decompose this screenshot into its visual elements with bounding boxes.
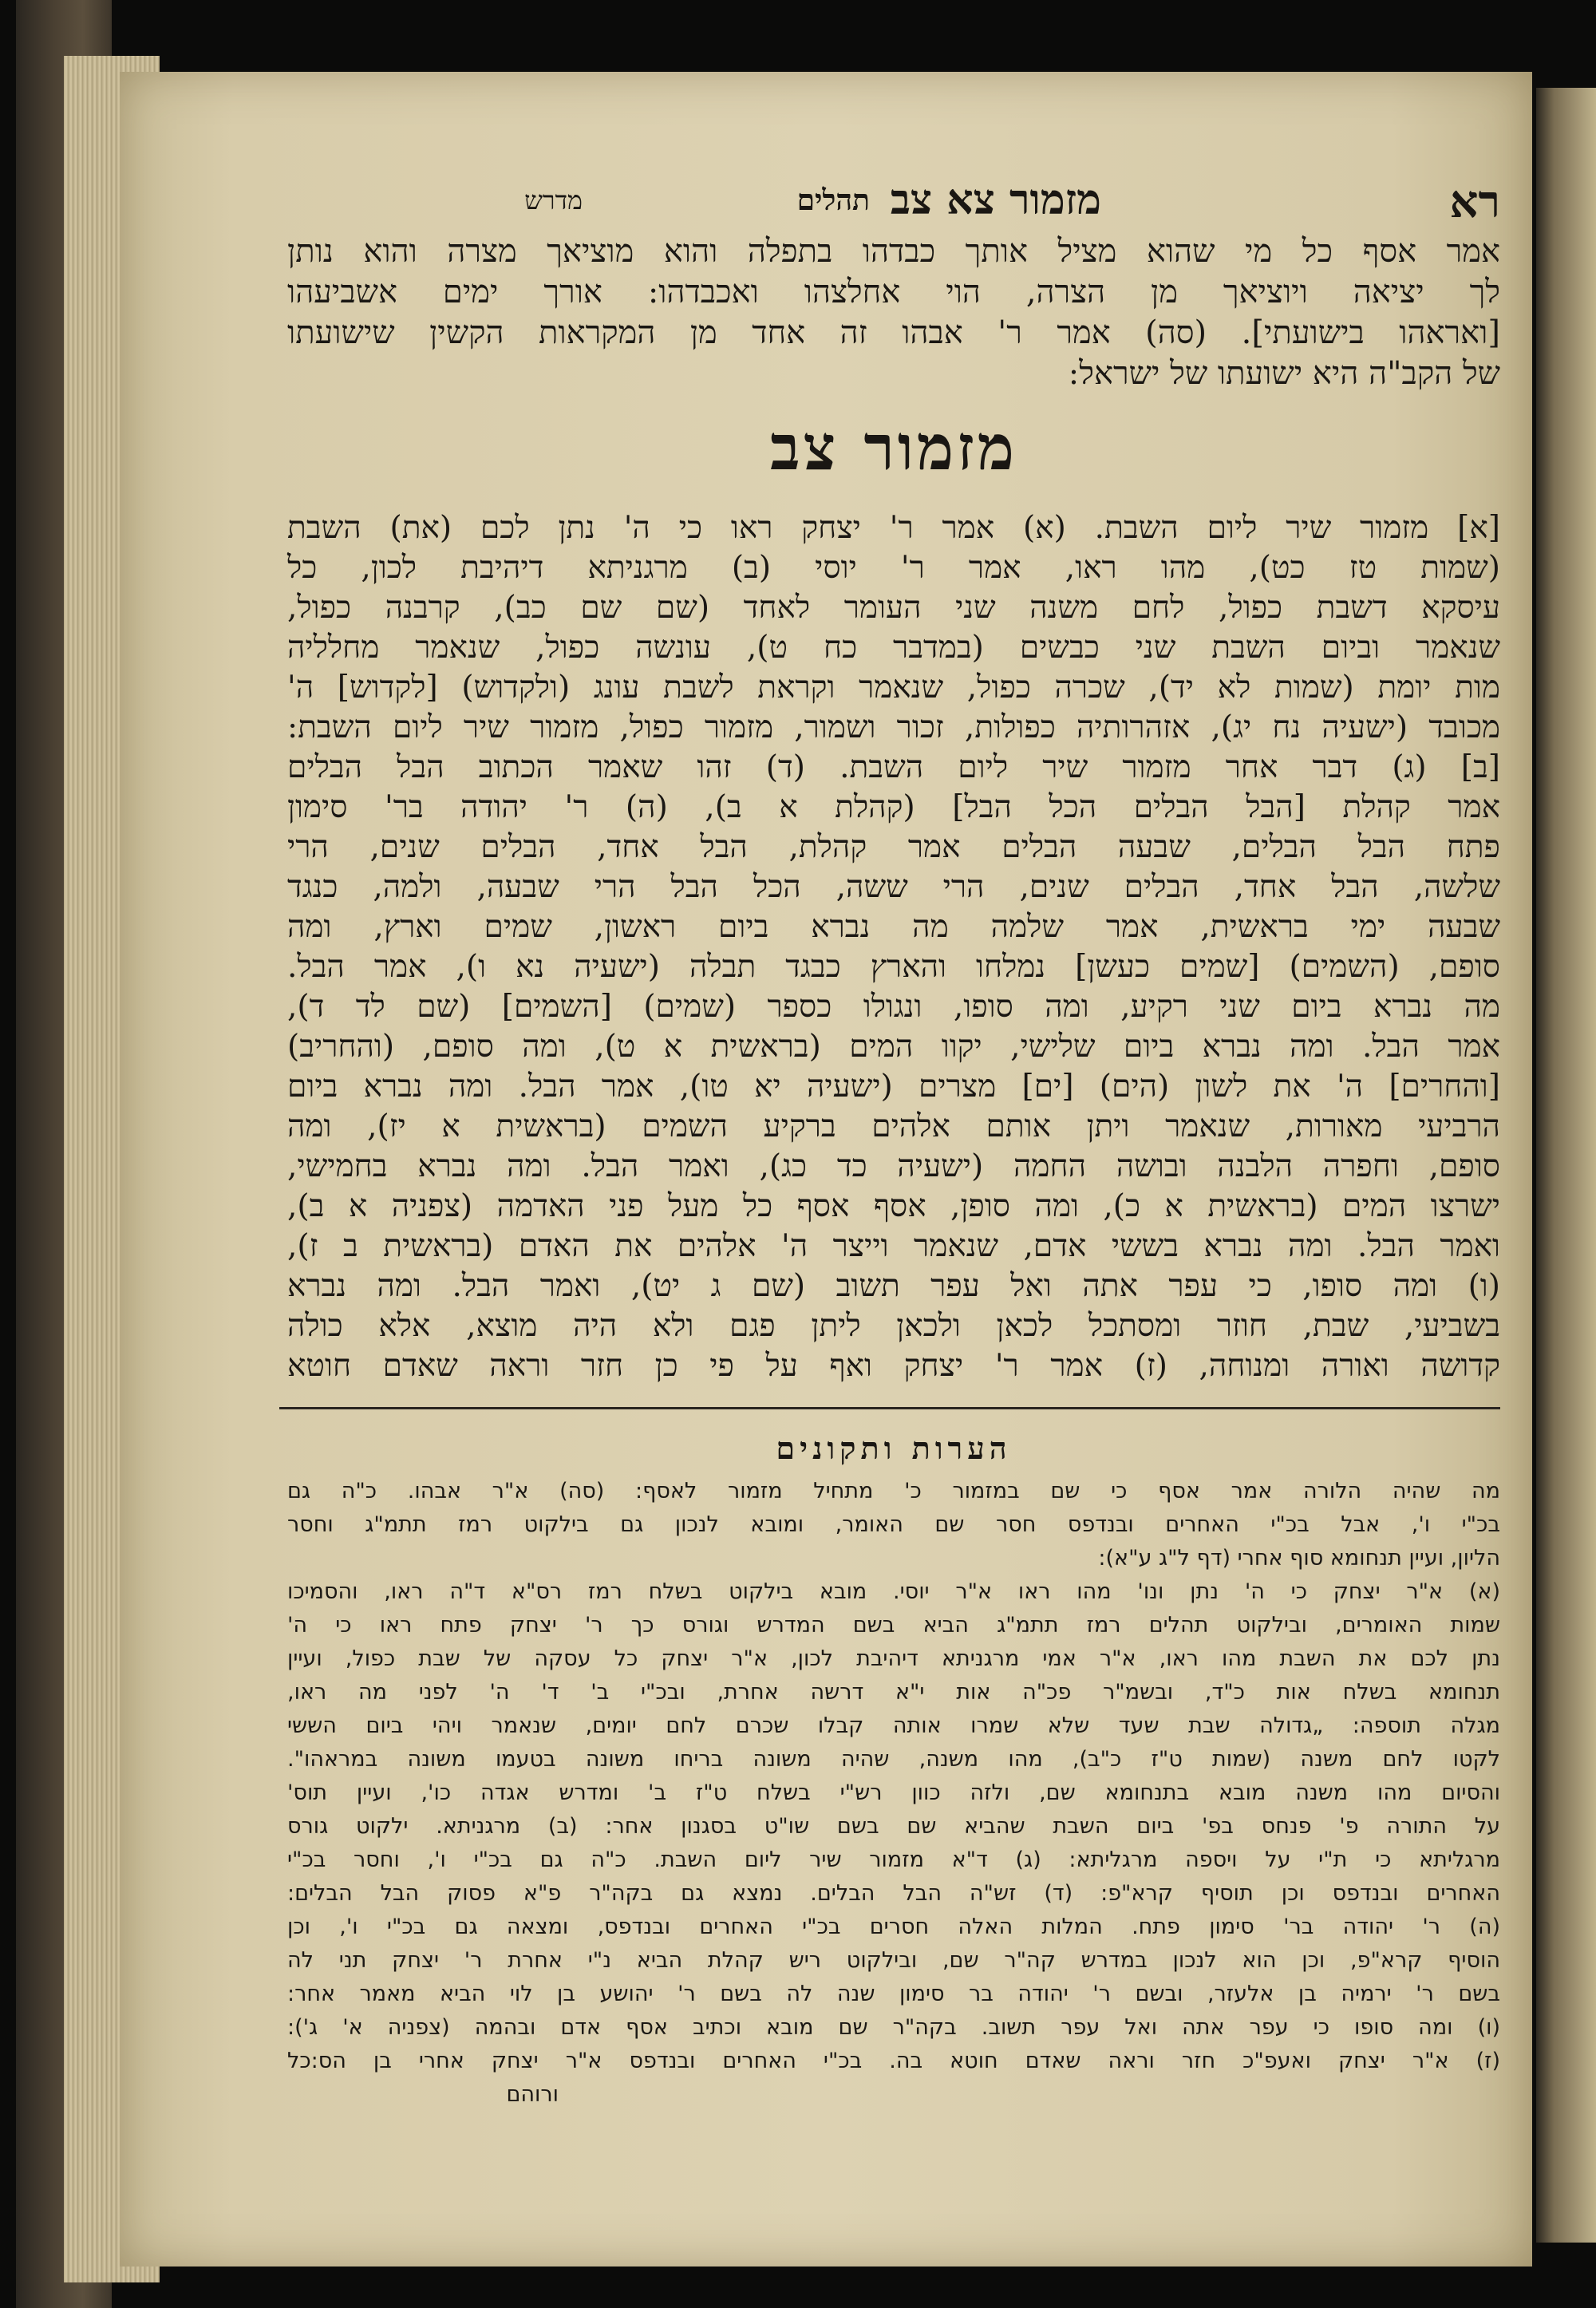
text-line: מה נברא ביום שני רקיע, ומה סופו, ונגולו כספר (שמים) [השמים] (שם לד ד),: [287, 989, 1500, 1025]
notes-title: הערות ותקונים: [776, 1430, 1012, 1466]
note-line: והסיום מהו משנה מובא בתנחומא שם, ולזה כוון רש"י בשלח ט"ז ב' ומדרש אגדה כו', ועיין תוס': [287, 1780, 1500, 1805]
text-line: [והחרים] ה' את לשון (הים) [ים] מצרים (ישעיה יא טו), אמר הבל. ומה נברא ביום: [287, 1069, 1500, 1105]
text-line: מכובד (ישעיה נח יג), אזהרותיה כפולות, זכור ושמור, מזמור כפול, מזמור שיר ליום השבת:: [287, 709, 1500, 745]
running-header: [287, 176, 1500, 231]
page-content: [287, 176, 1500, 2112]
text-line: שבעה ימי בראשית, אמר שלמה מה נברא ביום ראשון, שמים וארץ, ומה: [287, 909, 1500, 945]
page-number: רא: [1449, 176, 1500, 228]
text-line: פתח הבל הבלים, שבעה הבלים אמר קהלת, הבל אחד, הבלים שנים, הרי: [287, 829, 1500, 865]
text-line: אמר אסף כל מי שהוא מציל אותך כבדהו בתפלה והוא מוציאך מצרה והוא נותן: [287, 233, 1500, 270]
intro-paragraph: [287, 231, 1500, 394]
note-line: תנחומא בשלח אות כ"ד, ובשמ"ר פכ"ה אות י"א דרשה אחרת, ובכ"י ב' ד' ה' לפני מה ראו,: [287, 1680, 1500, 1705]
text-line: [ב] (ג) דבר אחר מזמור שיר ליום השבת. (ד) זהו שאמר הכתוב הבל הבלים: [287, 749, 1500, 785]
text-line: אמר קהלת [הבל הבלים הכל הבל] (קהלת א ב), (ה) ר' יהודה בר' סימון: [287, 789, 1500, 825]
note-line: נתן לכם את השבת מהו ראו, א"ר אמי מרגניתא דיהיבת לכון, א"ר יצחק כל עסקה של שבת כפול, ועיין: [287, 1646, 1500, 1671]
text-line: סופם, (השמים) [שמים כעשן] נמלחו והארץ כבגד תבלה (ישעיה נא ו), אמר הבל.: [287, 949, 1500, 985]
text-line: של הקב"ה היא ישועתו של ישראל:: [1068, 355, 1500, 392]
text-line: מות יומת (שמות לא יד), שכרה כפול, שנאמר וקראת לשבת עונג (ולקדוש) [לקדוש] ה': [287, 670, 1500, 705]
note-line: (ו) ומה סופו כי עפר אתה ואל עפר תשוב. בקה"ר שם מובא וכתיב אסף אדם ובהמה (צפניה א' ג'):: [287, 2015, 1500, 2040]
note-line: (ז) א"ר יצחק ואעפ"כ חזר וראה שאדם חוטא בה. בכ"י האחרים ובנדפס א"ר יצחק אחרי בן הס:כל: [287, 2049, 1500, 2073]
note-line: לקטו לחם משנה (שמות ט"ז כ"ב), מהו משנה, שהיה משונה בריחו משונה בטעמו משונה במראהו".: [287, 1747, 1500, 1772]
note-line: על התורה פ' פנחס בפ' ביום השבת שהביא שם בשם שו"ט בסגנון אחר: (ב) מרגניתא. ילקוט גורס: [287, 1814, 1500, 1839]
text-line: (ו) ומה סופו, כי עפר אתה ואל עפר תשוב (שם ג יט), ואמר הבל. ומה נברא: [287, 1268, 1500, 1304]
main-text: [287, 508, 1500, 1386]
note-line: בכ"י ו', אבל בכ"י האחרים ובנדפס חסר שם האומר, ומובא לנכון גם בילקוט רמז תתמ"ג וחסר: [287, 1512, 1500, 1537]
note-line: מרגליתא כי ת"י על ויספה מרגליתא: (ג) ד"א מזמור שיר ליום השבת. כ"ה גם בכ"י ו', וחסר בכ"י: [287, 1848, 1500, 1872]
midrash-label: מדרש: [524, 185, 583, 215]
book-name: תהלים: [796, 184, 870, 217]
text-line: בשביעי, שבת, חוזר ומסתכל לכאן ולכאן ליתן פגם ולא היה מוצא, אלא כולה: [287, 1308, 1500, 1344]
note-line: האחרים ובנדפס וכן תוסיף קרא"פ: (ד) זש"ה הבל הבלים. נמצא גם בקה"ר פ"א פסוק הבל הבלים:: [287, 1881, 1500, 1906]
text-line: (שמות טז כט), מהו ראו, אמר ר' יוסי (ב) מרגניתא דיהיבת לכון, כל: [287, 550, 1500, 586]
notes-section: [287, 1475, 1500, 2112]
text-line: לך יציאה ויוציאך מן הצרה, הוי אחלצהו ואכבדהו: אורך ימים אשביעהו: [287, 274, 1500, 310]
psalm-heading: מזמור צא צב: [890, 176, 1101, 224]
note-line: הליון, ועיין תנחומא סוף אחרי (דף ל"ג ע"א):: [1098, 1546, 1500, 1571]
note-line: (א) א"ר יצחק כי ה' נתן ונו' מהו ראו א"ר יוסי. מובא בילקוט בשלח רמז רס"א ד"ה ראו, והסמיכו: [287, 1579, 1500, 1604]
note-line: שמות האומרים, ובילקוט תהלים רמז תתמ"ג הביא בשם המדרש וגורס כך ר' יצחק פתח ראו כי ה': [287, 1613, 1500, 1638]
section-title: מזמור צב: [769, 412, 1018, 484]
divider-rule: [279, 1407, 1500, 1409]
text-line: שנאמר וביום השבת שני כבשים (במדבר כח ט), עונשה כפול, שנאמר מחלליה: [287, 630, 1500, 666]
text-line: הרביעי מאורות, שנאמר ויתן אותם אלהים ברקיע השמים (בראשית א יז), ומה: [287, 1109, 1500, 1144]
note-tail-word: ורוהם: [506, 2082, 559, 2107]
text-line: סופם, וחפרה הלבנה ובושה החמה (ישעיה כד כג), ואמר הבל. ומה נברא בחמישי,: [287, 1148, 1500, 1184]
text-line: שלשה, הבל אחד, הבלים שנים, הרי ששה, הכל הבל הרי שבעה, ולמה, כנגד: [287, 869, 1500, 905]
text-line: עיסקא דשבת כפול, לחם משנה שני העומר לאחד (שם שם כב), קרבנה כפול,: [287, 590, 1500, 626]
facing-page-edge: [1536, 88, 1596, 2243]
text-line: ואמר הבל. ומה נברא בששי אדם, שנאמר וייצר ה' אלהים את האדם (בראשית ב ז),: [287, 1228, 1500, 1264]
note-line: מגלה תוספה: „גדולה שבת שעד שלא שמרו אותה קבלו שכרם לחם יומים, שנאמר ויהי ביום הששי: [287, 1713, 1500, 1738]
note-line: הוסיף קרא"פ, וכן הוא לנכון במדרש קה"ר שם, ובילקוט ריש קהלת הביא נ"י אחרת ר' יצחק תני לה: [287, 1948, 1500, 1973]
text-line: אמר הבל. ומה נברא ביום שלישי, יקוו המים (בראשית א ט), ומה סופם, (והחריב): [287, 1029, 1500, 1065]
text-line: [א] מזמור שיר ליום השבת. (א) אמר ר' יצחק ראו כי ה' נתן לכם (את) השבת: [287, 510, 1500, 546]
text-line: קדושה ואורה ומנוחה, (ז) אמר ר' יצחק ואף על פי כן חזר וראה שאדם חוטא: [287, 1348, 1500, 1384]
text-line: ישרצו המים (בראשית א כ), ומה סופן, אסף אסף כל מעל פני האדמה (צפניה א ב),: [287, 1188, 1500, 1224]
text-line: [ואראהו בישועתי]. (סה) אמר ר' אבהו זה אחד מן המקראות הקשין שישועתו: [287, 314, 1500, 351]
note-line: (ה) ר' יהודה בר' סימון פתח. המלות האלה חסרים בכ"י האחרים ובנדפס, ומצאה גם בכ"י ו', וכן: [287, 1915, 1500, 1939]
note-line: מה שהיה הלורה אמר אסף כי שם במזמור כ' מתחיל מזמור לאסף: (סה) א"ר אבהו. כ"ה גם: [287, 1479, 1500, 1504]
note-line: בשם ר' ירמיה בן אלעזר, ובשם ר' יהודה בר סימון שנה לה בשם ר' יהושע בן לוי הביא מאמר אחר:: [287, 1982, 1500, 2006]
